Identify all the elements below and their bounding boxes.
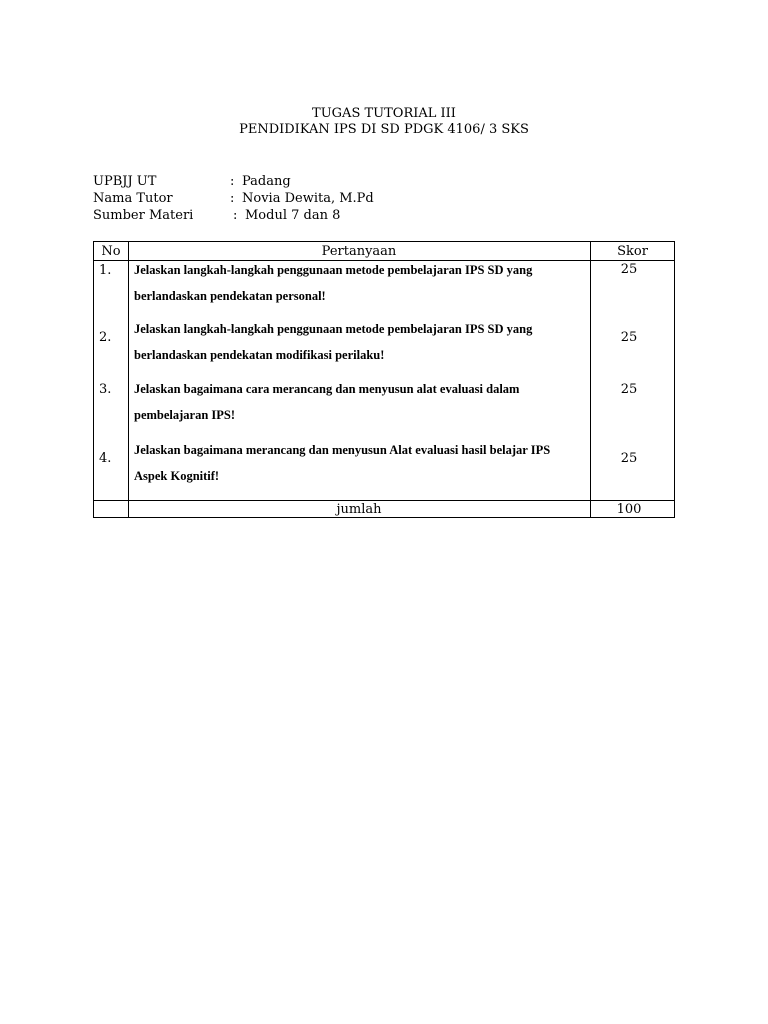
row-number: 1.: [99, 263, 112, 278]
question-score: 25: [620, 451, 638, 466]
course-title: PENDIDIKAN IPS DI SD PDGK 4106/ 3 SKS: [239, 122, 529, 137]
questions-table: [93, 241, 675, 518]
question-score: 25: [620, 382, 638, 397]
question-text: Jelaskan bagaimana cara merancang dan menyusun alat evaluasi dalam pembelajaran IPS!: [134, 382, 520, 422]
meta-label: Nama Tutor: [93, 191, 173, 206]
meta-value: Novia Dewita, M.Pd: [242, 191, 374, 206]
row-number: 3.: [99, 382, 112, 397]
question-text: Jelaskan langkah-langkah penggunaan metode pembelajaran IPS SD yang berlandaskan pendekatan modifikasi perilaku!: [134, 322, 533, 362]
meta-label: Sumber Materi: [93, 208, 194, 223]
total-label: jumlah: [336, 502, 382, 517]
meta-separator: :: [230, 174, 235, 189]
meta-separator: :: [233, 208, 238, 223]
column-divider: [590, 242, 591, 517]
header-no: No: [101, 244, 121, 259]
question-text: Jelaskan bagaimana merancang dan menyusun Alat evaluasi hasil belajar IPS Aspek Kognitif!: [134, 443, 551, 483]
total-score: 100: [616, 502, 642, 517]
question-score: 25: [620, 330, 638, 345]
question-score: 25: [620, 262, 638, 277]
meta-value: Modul 7 dan 8: [245, 208, 341, 223]
header-question: Pertanyaan: [321, 244, 397, 259]
question-text: Jelaskan langkah-langkah penggunaan metode pembelajaran IPS SD yang berlandaskan pendekatan personal!: [134, 263, 533, 303]
row-number: 4.: [99, 451, 112, 466]
meta-value: Padang: [242, 174, 291, 189]
column-divider: [128, 242, 129, 517]
document-title: TUGAS TUTORIAL III: [312, 106, 456, 121]
row-number: 2.: [99, 330, 112, 345]
meta-label: UPBJJ UT: [93, 174, 157, 189]
header-score: Skor: [617, 244, 648, 259]
meta-separator: :: [230, 191, 235, 206]
